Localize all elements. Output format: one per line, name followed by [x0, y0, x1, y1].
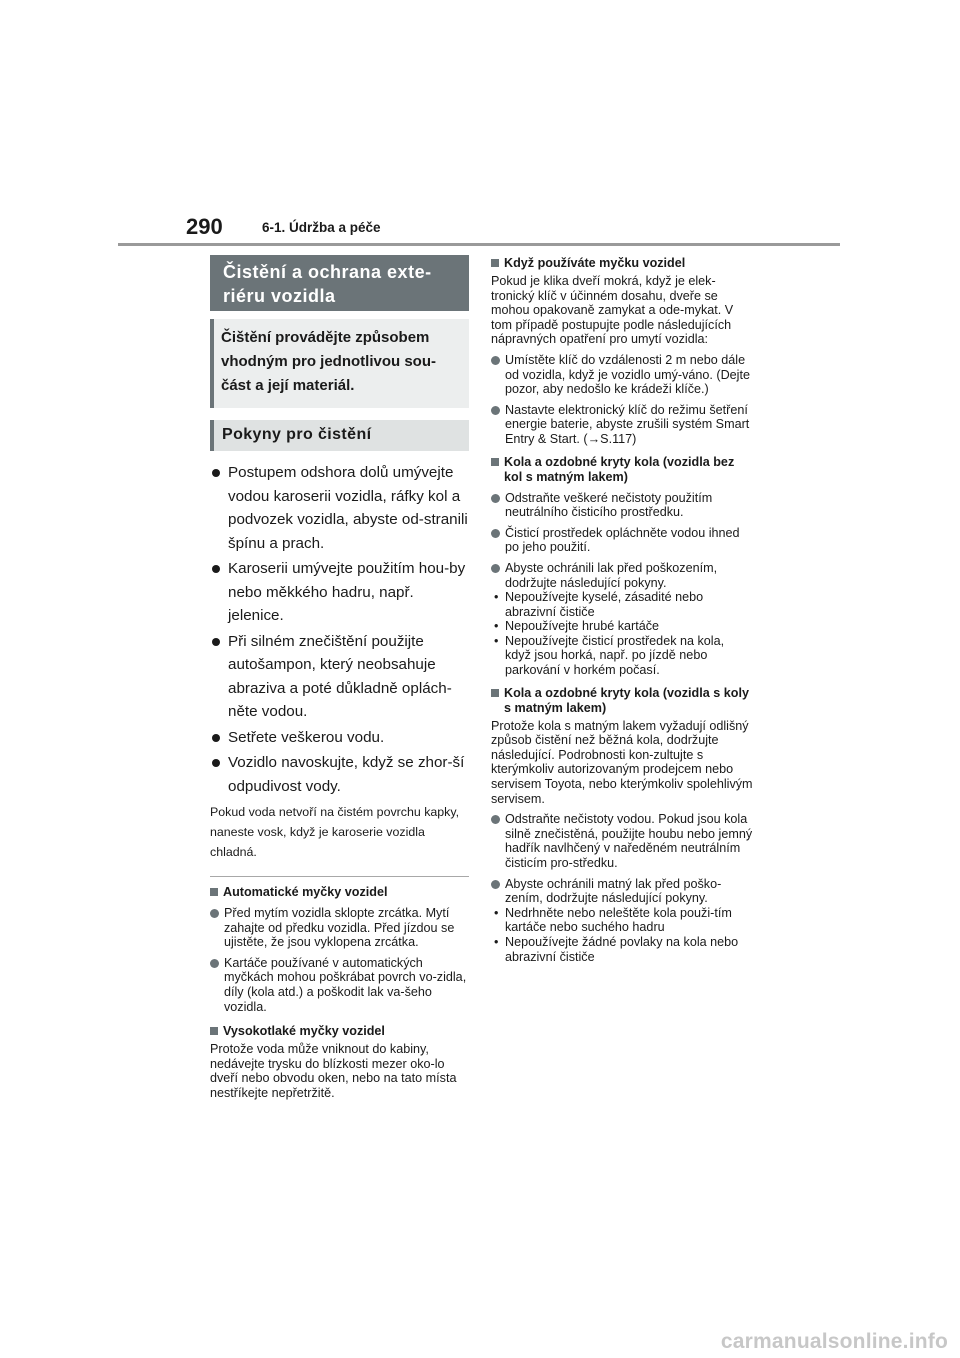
- circle-bullet-icon: [210, 959, 219, 968]
- circle-bullet-icon: [491, 494, 500, 503]
- section-intro: Čištění provádějte způsobem vhodným pro jednotlivou sou-část a její materiál.: [210, 319, 469, 408]
- wheels-matte-text: Protože kola s matným lakem vyžadují odlišný způsob čistění než běžná kola, dodržujte následující. Podrobnosti kon-zultujte s kterýmkoliv autorizovaným prodejcem nebo servisem Toyota, nebo kterýmkoliv spolehlivým servisem.: [491, 718, 753, 806]
- section-title: Čistění a ochrana exte- riéru vozidla: [210, 255, 469, 311]
- list-item: Odstraňte veškeré nečistoty použitím neutrálního čisticího prostředku.: [491, 491, 753, 520]
- left-column: [210, 255, 469, 1101]
- dot-bullet-icon: •: [494, 619, 499, 634]
- square-bullet-icon: [210, 888, 218, 896]
- list-item: Při silném znečištění použijte autošampon, který neobsahuje abraziva a poté důkladně oplách-něte vodou.: [210, 630, 469, 724]
- list-item: Vozidlo navoskujte, když se zhor-ší odpudivost vody.: [210, 751, 469, 798]
- cleaning-steps-list: [210, 461, 469, 798]
- bullet-icon: [212, 734, 220, 742]
- wax-note: Pokud voda netvoří na čistém povrchu kapky, naneste vosk, když je karoserie vozidla chladná.: [210, 805, 460, 859]
- list-item: Umístěte klíč do vzdálenosti 2 m nebo dále od vozidla, když je vozidlo umý-váno. (Dejte pozor, aby nedošlo ke krádeži klíče.): [491, 353, 753, 397]
- list-item: Karoserii umývejte použitím hou-by nebo měkkého hadru, např. jelenice.: [210, 557, 469, 628]
- circle-bullet-icon: [491, 564, 500, 573]
- square-bullet-icon: [491, 689, 499, 697]
- sub-list-item: • Nepoužívejte čisticí prostředek na kola, když jsou horká, např. po jízdě nebo parkování v horkém počasí.: [494, 633, 725, 678]
- sub-list-item: • Nepoužívejte hrubé kartáče: [494, 619, 660, 634]
- list-item: Kartáče používané v automatických myčkách mohou poškrábat povrch vo-zidla, díly (kola atd.) a poškodit lak va-šeho vozidla.: [210, 956, 469, 1014]
- dot-bullet-icon: •: [494, 633, 499, 648]
- list-item: Před mytím vozidla sklopte zrcátka. Mytí zahajte od předku vozidla. Před jízdou se ujistěte, že jsou vyklopena zrcátka.: [210, 906, 469, 950]
- divider: [210, 876, 469, 877]
- circle-bullet-icon: [491, 356, 500, 365]
- list-item: Abyste ochránili matný lak před poško-zením, dodržujte následující pokyny.: [491, 877, 753, 906]
- square-bullet-icon: [210, 1027, 218, 1035]
- carwash-text: Pokud je klika dveří mokrá, když je elek-tronický klíč v účinném dosahu, dveře se mohou opakovaně zamykat a ode-mykat. V tom případě postupujte podle následujících nápravných opatření pro umytí vozidla:: [491, 274, 734, 347]
- square-bullet-icon: [491, 458, 499, 466]
- bullet-icon: [212, 759, 220, 767]
- carwash-heading: Když používáte myčku vozidel: [491, 256, 753, 271]
- list-item: Čisticí prostředek opláchněte vodou ihned po jeho použití.: [491, 526, 753, 555]
- list-item: Nastavte elektronický klíč do režimu šetření energie baterie, abyste zrušili systém Smart Entry & Start. (→S.117): [491, 403, 753, 447]
- bullet-icon: [212, 469, 220, 477]
- circle-bullet-icon: [210, 909, 219, 918]
- chapter-title: 6-1. Údržba a péče: [262, 220, 381, 235]
- sub-list-item: • Nedrhněte nebo neleštěte kola použi-tím kartáče nebo suchého hadru: [494, 905, 732, 935]
- bullet-icon: [212, 638, 220, 646]
- circle-bullet-icon: [491, 815, 500, 824]
- header-rule: [118, 243, 840, 246]
- bullet-icon: [212, 565, 220, 573]
- list-item: Odstraňte nečistoty vodou. Pokud jsou kola silně znečistěná, použijte houbu nebo jemný hadřík navlhčený v naředěném neutrálním čisticím pro-středku.: [491, 812, 753, 870]
- pressure-wash-text: Protože voda může vniknout do kabiny, nedávejte trysku do blízkosti mezer oko-lo dveří nebo obvodu oken, nebo na tato místa nestříkejte nepřetržitě.: [210, 1042, 457, 1100]
- pressure-wash-heading: Vysokotlaké myčky vozidel: [210, 1024, 469, 1039]
- auto-wash-heading: Automatické myčky vozidel: [210, 885, 469, 900]
- dot-bullet-icon: •: [494, 590, 499, 605]
- page-number: 290: [186, 214, 223, 239]
- wheels-nonmatte-heading: Kola a ozdobné kryty kola (vozidla bez kol s matným lakem): [491, 455, 753, 485]
- wheels-matte-heading: Kola a ozdobné kryty kola (vozidla s koly s matným lakem): [491, 686, 753, 716]
- dot-bullet-icon: •: [494, 934, 499, 949]
- watermark: carmanualsonline.info: [720, 1330, 948, 1353]
- dot-bullet-icon: •: [494, 905, 499, 920]
- right-column: [491, 256, 753, 964]
- list-item: Setřete veškerou vodu.: [210, 726, 469, 750]
- sub-list-item: • Nepoužívejte žádné povlaky na kola nebo abrazivní čističe: [494, 934, 739, 964]
- subsection-title: Pokyny pro čistění: [210, 420, 469, 451]
- circle-bullet-icon: [491, 406, 500, 415]
- circle-bullet-icon: [491, 880, 500, 889]
- square-bullet-icon: [491, 259, 499, 267]
- list-item: Postupem odshora dolů umývejte vodou karoserii vozidla, ráfky kol a podvozek vozidla, abyste od-stranili špínu a prach.: [210, 461, 469, 555]
- circle-bullet-icon: [491, 529, 500, 538]
- list-item: Abyste ochránili lak před poškozením, dodržujte následující pokyny.: [491, 561, 753, 590]
- sub-list-item: • Nepoužívejte kyselé, zásadité nebo abrazivní čističe: [494, 590, 704, 619]
